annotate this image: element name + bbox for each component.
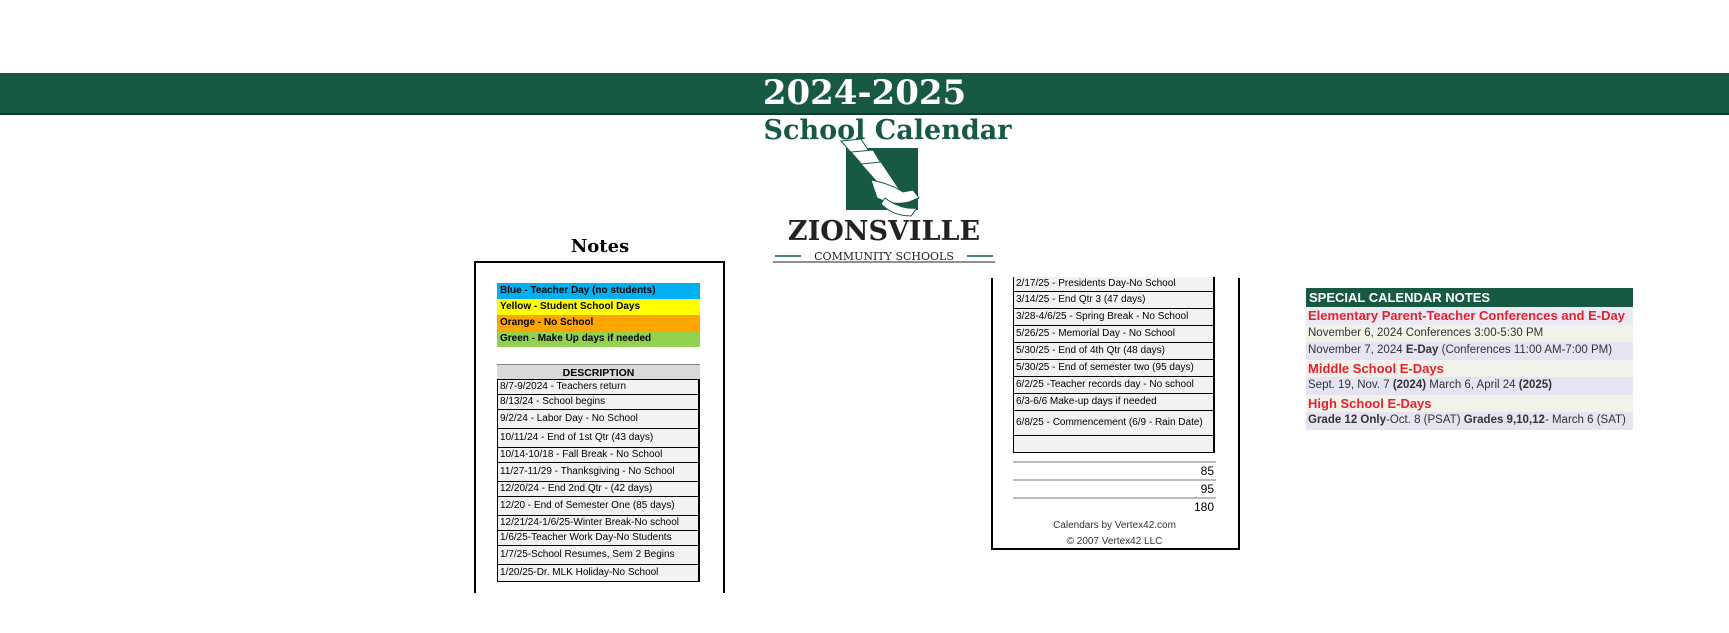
list-item: 1/6/25-Teacher Work Day-No Students bbox=[497, 530, 700, 546]
legend-orange: Orange - No School bbox=[497, 315, 700, 331]
list-item: 6/8/25 - Commencement (6/9 - Rain Date) bbox=[1013, 410, 1215, 436]
middle-line: Sept. 19, Nov. 7 (2024) March 6, April 24 (2025) bbox=[1306, 377, 1633, 395]
credit-line-2: © 2007 Vertex42 LLC bbox=[1066, 536, 1163, 547]
list-item: 2/17/25 - Presidents Day-No School bbox=[1013, 277, 1215, 292]
list-item-empty bbox=[1013, 435, 1215, 453]
total-year: 180 bbox=[1013, 497, 1216, 515]
description-list bbox=[497, 380, 700, 582]
legend-yellow: Yellow - Student School Days bbox=[497, 299, 700, 315]
calendar-notes-list bbox=[1013, 278, 1215, 453]
list-item: 1/7/25-School Resumes, Sem 2 Begins bbox=[497, 545, 700, 565]
credit-line-1: Calendars by Vertex42.com bbox=[1053, 520, 1176, 531]
list-item: 10/14-10/18 - Fall Break - No School bbox=[497, 447, 700, 463]
high-heading: High School E-Days bbox=[1306, 395, 1633, 413]
logo-tagline: COMMUNITY SCHOOLS bbox=[814, 250, 954, 263]
total-semester-one: 85 bbox=[1013, 461, 1216, 479]
list-item: 3/28-4/6/25 - Spring Break - No School bbox=[1013, 308, 1215, 326]
logo-name: ZIONSVILLE bbox=[787, 216, 981, 247]
total-semester-two: 95 bbox=[1013, 479, 1216, 497]
list-item: 11/27-11/29 - Thanksgiving - No School bbox=[497, 462, 700, 482]
list-item: 5/30/25 - End of 4th Qtr (48 days) bbox=[1013, 342, 1215, 360]
special-calendar-notes bbox=[1306, 288, 1633, 430]
list-item: 6/2/25 -Teacher records day - No school bbox=[1013, 376, 1215, 394]
list-item: 3/14/25 - End Qtr 3 (47 days) bbox=[1013, 291, 1215, 309]
list-item: 8/7-9/2024 - Teachers return bbox=[497, 379, 700, 395]
list-item: 12/20 - End of Semester One (85 days) bbox=[497, 496, 700, 516]
legend bbox=[497, 283, 700, 347]
eagle-icon bbox=[841, 139, 919, 216]
page-title: School Calendar bbox=[763, 115, 1012, 146]
list-item: 12/21/24-1/6/25-Winter Break-No school bbox=[497, 515, 700, 531]
description-header: DESCRIPTION bbox=[497, 364, 700, 381]
elementary-line-2: November 7, 2024 E-Day (Conferences 11:00 AM-7:00 PM) bbox=[1306, 342, 1633, 360]
list-item: 1/20/25-Dr. MLK Holiday-No School bbox=[497, 564, 700, 582]
legend-blue: Blue - Teacher Day (no students) bbox=[497, 283, 700, 299]
credit bbox=[1013, 518, 1216, 550]
high-line: Grade 12 Only-Oct. 8 (PSAT) Grades 9,10,12- March 6 (SAT) bbox=[1306, 412, 1633, 430]
middle-heading: Middle School E-Days bbox=[1306, 360, 1633, 378]
list-item: 8/13/24 - School begins bbox=[497, 394, 700, 410]
legend-green: Green - Make Up days if needed bbox=[497, 331, 700, 347]
list-item: 12/20/24 - End 2nd Qtr - (42 days) bbox=[497, 481, 700, 497]
elementary-line-1: November 6, 2024 Conferences 3:00-5:30 PM bbox=[1306, 325, 1633, 343]
notes-title: Notes bbox=[570, 236, 630, 257]
special-notes-title: SPECIAL CALENDAR NOTES bbox=[1306, 288, 1633, 307]
list-item: 9/2/24 - Labor Day - No School bbox=[497, 409, 700, 429]
list-item: 6/3-6/6 Make-up days if needed bbox=[1013, 393, 1215, 411]
district-logo bbox=[773, 136, 995, 264]
list-item: 5/26/25 - Memorial Day - No School bbox=[1013, 325, 1215, 343]
page-year: 2024-2025 bbox=[762, 73, 967, 113]
day-totals bbox=[1013, 461, 1216, 515]
list-item: 10/11/24 - End of 1st Qtr (43 days) bbox=[497, 428, 700, 448]
list-item: 5/30/25 - End of semester two (95 days) bbox=[1013, 359, 1215, 377]
elementary-heading: Elementary Parent-Teacher Conferences and E-Day bbox=[1306, 307, 1633, 325]
